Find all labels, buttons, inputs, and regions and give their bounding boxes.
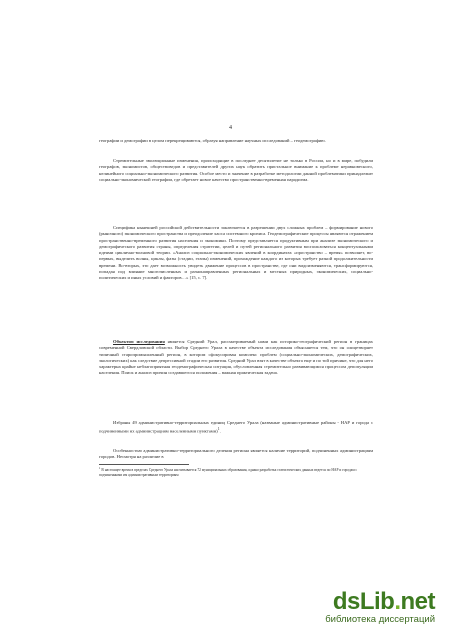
watermark-logo [325, 590, 435, 614]
footnote-reference[interactable]: 1 [217, 427, 220, 432]
watermark-logo-tld: net [400, 588, 435, 615]
paragraph-5: Избраны 49 административно-территориальных единиц Среднего Урала (названые административные районы - НАР и города с подчиненными их администрациям населенными пунктами)$^1$. [99, 420, 373, 434]
object-verb: является [167, 339, 185, 344]
footnote [99, 466, 373, 477]
footnote-divider [99, 464, 189, 465]
paragraph-2-text: Стремительные эволюционные изменения, происходящие в последнее десятилетие не только в России, но и в мире, побудили географов, экономистов, обществоведов и представителей других наук обратить пристальное внимание к проблеме неравновесного, нелинейного социально-экономического развития. Особое место и значение в разработке методологии данной проблематики принадлежит социально-экономической географии, где обретает новое качество пространственно-временная парадигма. [99, 158, 373, 182]
paragraph-6-text: Особенностью административно-территориального деления региона является наличие территорий, подчиненных администрациям городов. Несмотря на различие в [99, 448, 373, 460]
paragraph-3-text: Специфика нынешней российской действительности заключается в разрешении двух сложных проблем – формирование нового (рыночного) экономического пространства и преодоление хаоса системного кризиса. Геодемографические процессы являются отражением пространственно-временного развития населения и экономики. Поэтому представляется продуктивным при анализе экономического и демографического развития страны, определения стратегии, целей и путей регионального развития воспользоваться концептуальными идеями циклично-волновой теории. «Анализ социально-экономических явлений в координатах «пространство – время» позволяет, во-первых, выделить волны, циклы, фазы (стадии, этапы) изменений, прохождение каждого из которых требует разной продолжительности времени. Во-вторых, это дает возможность увидеть движение процессов в пространстве, где они видоизменяются, трансформируются, попадая под влияние многочисленных и разнонаправленных региональных и местных природных, экономических, социально-политических и иных условий и факторов…» [15, с. 7]. [99, 225, 373, 281]
page-number: 4 [229, 125, 232, 131]
paragraph-6 [99, 448, 373, 461]
object-label: Объектом исследования [113, 339, 165, 344]
watermark-subtitle: библиотека диссертаций [325, 614, 435, 625]
site-watermark[interactable] [325, 590, 435, 626]
paragraph-2 [99, 158, 373, 183]
paragraph-1: географии и демографии в целом перекрещиваются, образуя направление научных исследований – геодемографию. [99, 138, 326, 143]
paragraph-3 [99, 225, 373, 282]
paragraph-4-text: Средний Урал, рассматриваемый нами как историко-географический регион в границах современной Свердловской области. Выбор Среднего Урала в качестве объекта исследования объясняется тем, что он олицетворяет типичный старопромышленный регион, в котором сфокусирован комплекс проблем (социально-экономических, демографических, экологических) как следствие депрессивной стадии его развития. Средний Урал взят в качестве объекта еще и по той причине, что для него характерна крайне неблагоприятная геодемографическая ситуация, обусловленная стремительно развивающимся процессом депопуляции населения. Поиск и анализ причин создавшегося положения – важная практическая задача. [99, 339, 373, 376]
paragraph-5-text: Избраны 49 административно-территориальных единиц Среднего Урала (названые административные районы - НАР и города с подчиненными их администрациям населенными пунктами) [99, 420, 373, 434]
watermark-logo-dot: . [394, 588, 401, 615]
footnote-mark: 1 [99, 466, 101, 470]
watermark-logo-main: dsLib [332, 588, 395, 615]
paragraph-4 [99, 339, 373, 377]
footnote-text: В настоящее время в пределах Среднего Урала насчитывается 72 муниципальных образования, однако разработка статистических данных ведется по НАР и городам с подчиненными им административным территориям [99, 468, 358, 477]
